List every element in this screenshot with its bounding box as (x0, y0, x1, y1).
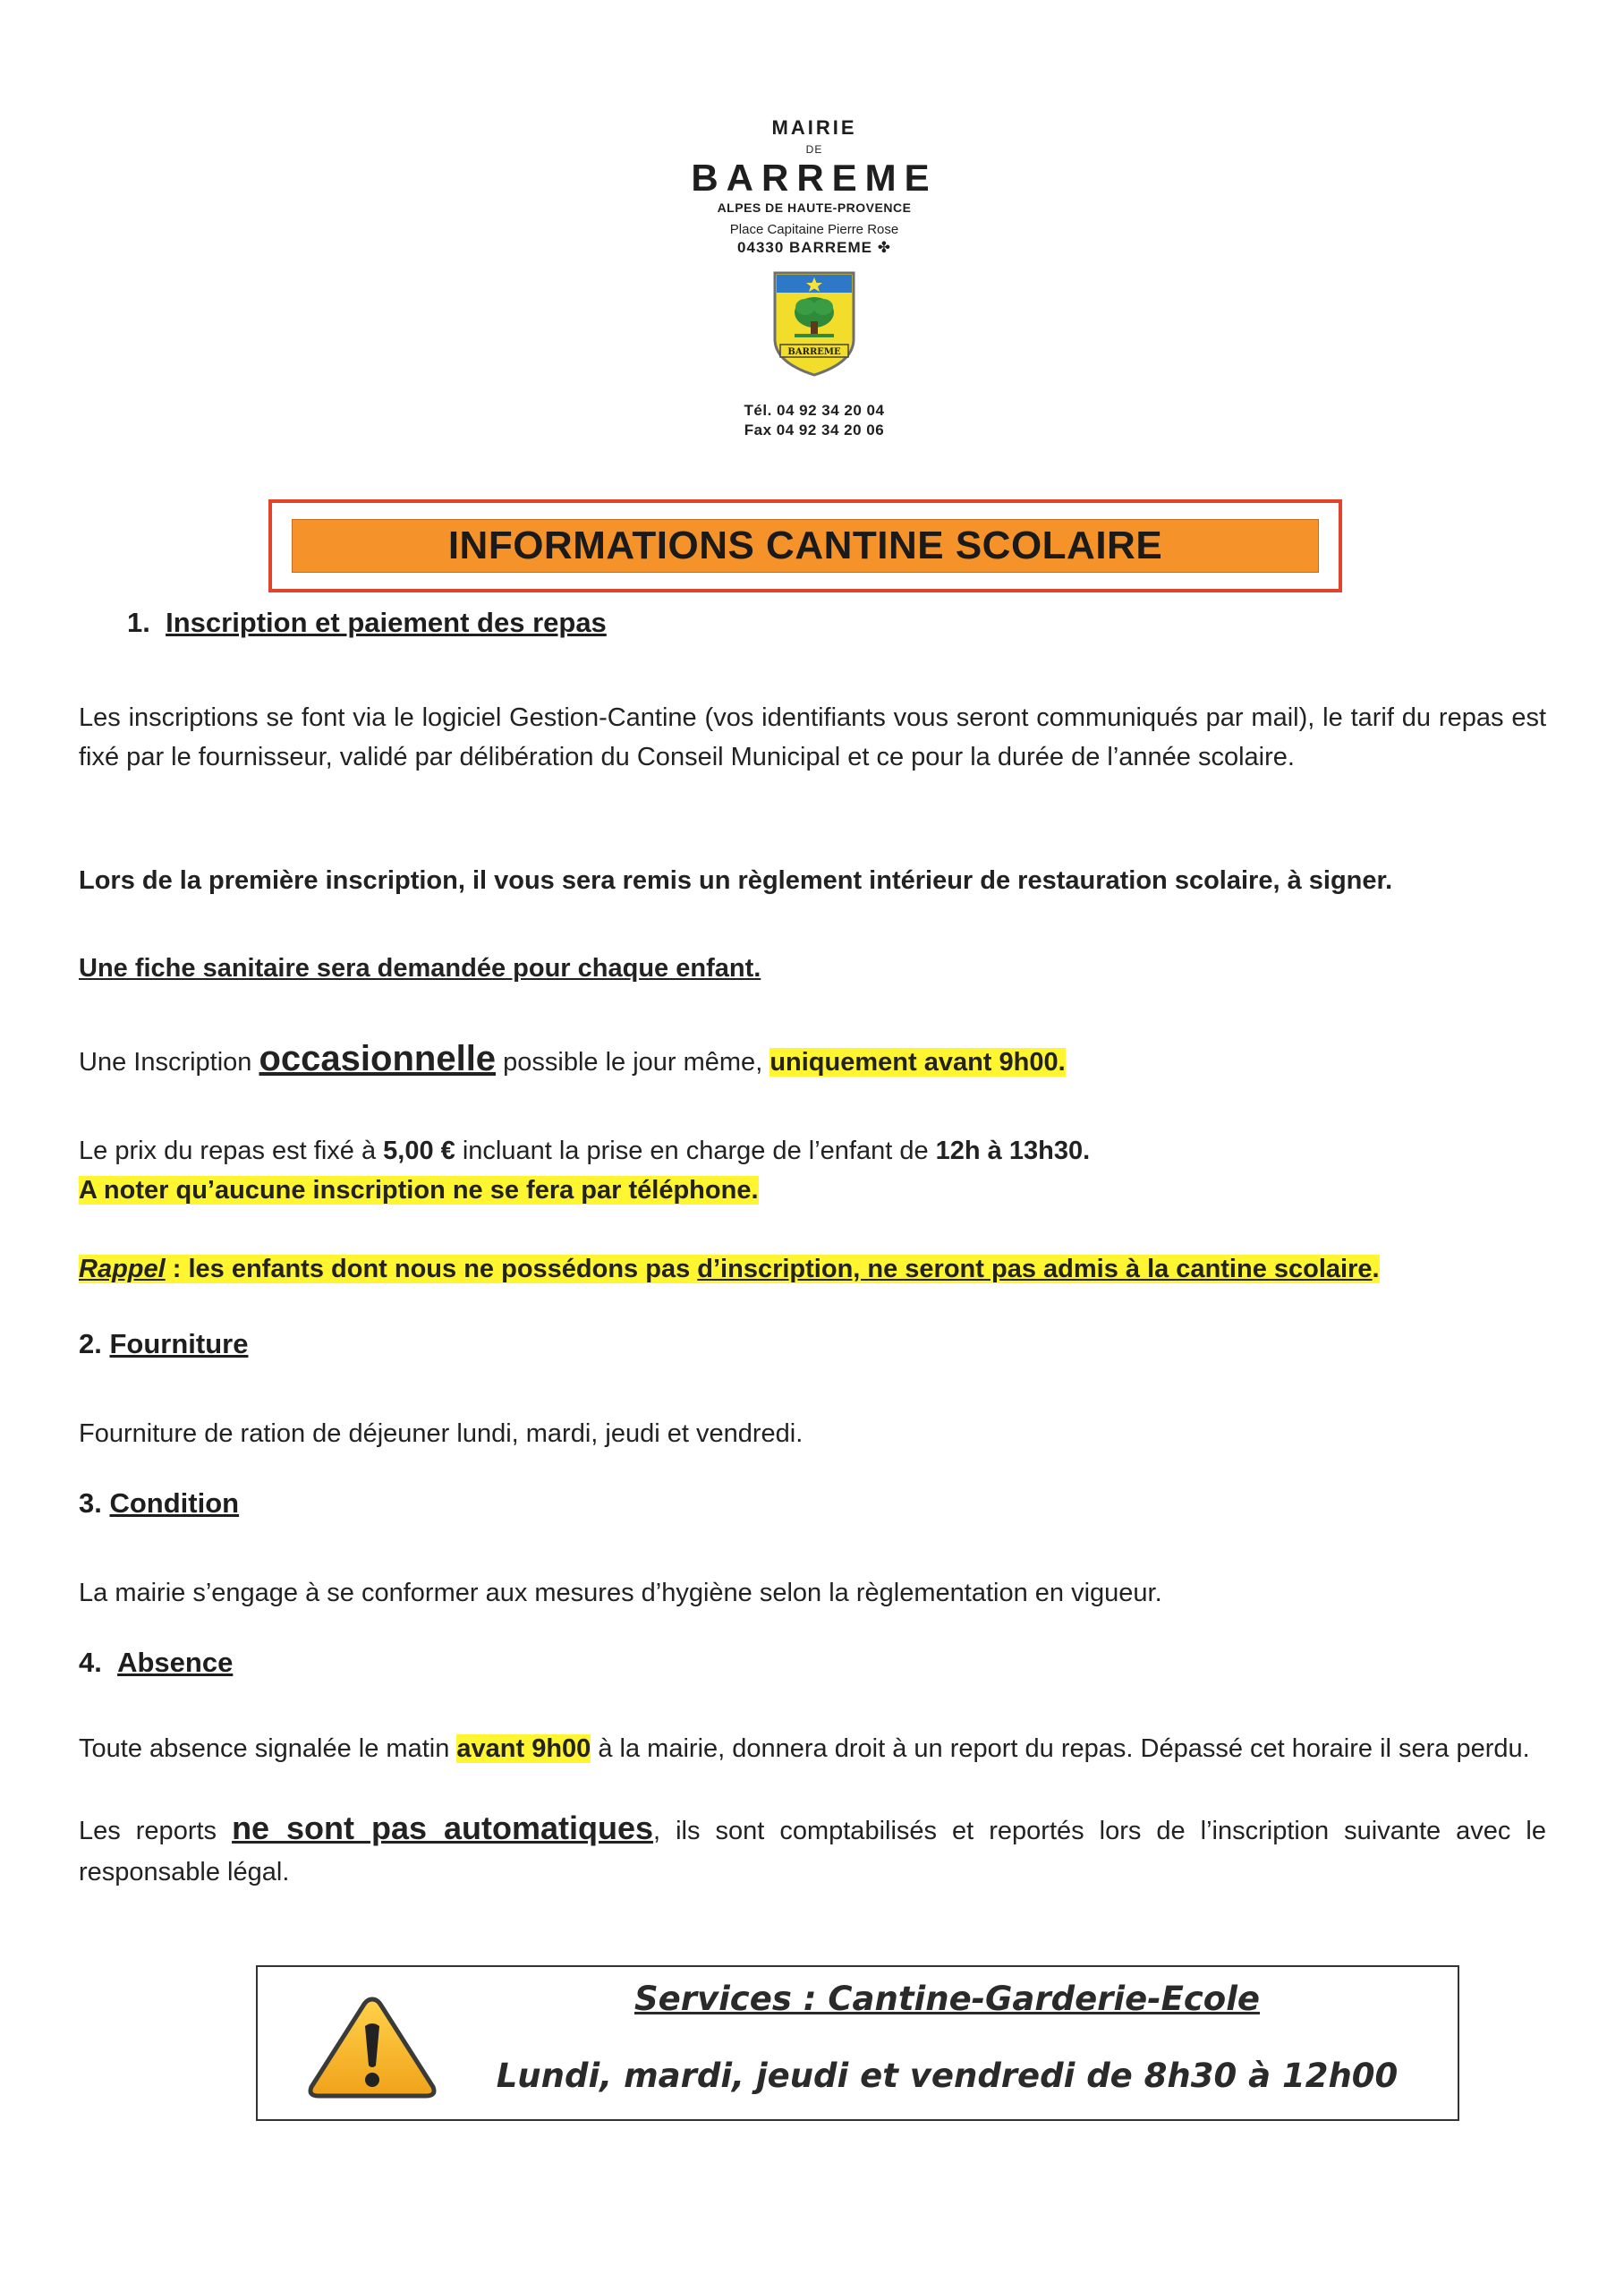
letterhead-city: 04330 BARREME ✤ (737, 239, 891, 256)
section-3-number: 3. (79, 1487, 102, 1519)
section-1-number: 1. (127, 607, 150, 638)
absence-text-a: Toute absence signalée le matin (79, 1734, 457, 1763)
services-hours: Lundi, mardi, jeudi et vendredi de 8h30 à 12h00 (496, 2057, 1399, 2095)
section-1-reminder (79, 1249, 1564, 1289)
reminder-text-c: d’inscription, ne seront pas admis à la cantine scolaire (697, 1255, 1373, 1283)
reports-text-c: , ils sont comptabilisés et reportés lors de l’inscription suivante avec le responsable légal. (79, 1817, 1547, 1886)
section-1-paragraph-4 (79, 1036, 1546, 1085)
reminder-label: Rappel (79, 1255, 166, 1283)
absence-text-c: à la mairie, donnera droit à un report du repas. Dépassé cet horaire il sera perdu. (591, 1734, 1530, 1763)
letterhead-de: DE (805, 143, 823, 156)
occasional-keyword: occasionnelle (259, 1039, 497, 1078)
warning-icon (306, 1994, 438, 2101)
meal-price: 5,00 € (383, 1137, 455, 1165)
reports-keyword: ne sont pas automatiques (232, 1810, 654, 1846)
price-text-c: incluant la prise en charge de l’enfant de (455, 1137, 936, 1165)
reminder-text-b: : les enfants dont nous ne possédons pas (165, 1255, 698, 1283)
letterhead (573, 116, 1056, 439)
title-banner (268, 499, 1342, 592)
occasional-deadline: uniquement avant 9h00. (769, 1048, 1066, 1077)
section-1-paragraph-3: Une fiche sanitaire sera demandée pour chaque enfant. (79, 954, 761, 983)
section-2-number: 2. (79, 1328, 102, 1359)
care-hours: 12h à 13h30. (935, 1137, 1091, 1165)
document-title: INFORMATIONS CANTINE SCOLAIRE (447, 524, 1163, 567)
services-box (256, 1965, 1459, 2121)
absence-deadline: avant 9h00 (456, 1734, 591, 1763)
reminder-text-d: . (1372, 1255, 1380, 1283)
section-3-paragraph: La mairie s’engage à se conformer aux mesures d’hygiène selon la règlementation en vigueur. (79, 1579, 1162, 1607)
letterhead-fax: Fax 04 92 34 20 06 (744, 422, 885, 439)
section-4-number: 4. (79, 1647, 102, 1678)
letterhead-phone: Tél. 04 92 34 20 04 (744, 402, 885, 419)
occasional-text-c: possible le jour même, (496, 1048, 770, 1077)
section-2-title: Fourniture (109, 1328, 249, 1359)
section-1-title: Inscription et paiement des repas (166, 607, 607, 638)
occasional-text-a: Une Inscription (79, 1048, 259, 1077)
section-1-heading (127, 607, 607, 639)
section-2-heading (79, 1328, 248, 1360)
coat-of-arms-icon (771, 269, 857, 379)
coat-of-arms-label: BARREME (787, 347, 841, 357)
title-bar (292, 519, 1319, 573)
section-4-paragraph-1 (79, 1729, 1546, 1768)
letterhead-mairie: MAIRIE (771, 116, 857, 139)
section-1-paragraph-2: Lors de la première inscription, il vous sera remis un règlement intérieur de restauration scolaire, à signer. (79, 866, 1393, 895)
section-1-paragraph-6 (79, 1171, 1546, 1210)
section-2-paragraph: Fourniture de ration de déjeuner lundi, mardi, jeudi et vendredi. (79, 1419, 803, 1448)
section-3-heading (79, 1487, 239, 1520)
section-3-title: Condition (109, 1487, 240, 1519)
letterhead-commune: BARREME (691, 157, 938, 199)
section-4-title: Absence (117, 1647, 234, 1678)
reports-text-a: Les reports (79, 1817, 233, 1845)
no-phone-notice: A noter qu’aucune inscription ne se fera par téléphone. (79, 1176, 759, 1205)
section-4-heading (79, 1647, 233, 1679)
section-1-paragraph-1: Les inscriptions se font via le logiciel Gestion-Cantine (vos identifiants vous seront communiqués par mail), le tarif du repas est fixé par le fournisseur, validé par délibération du Conseil Municipal et ce pour la durée de l’année scolaire. (79, 703, 1546, 771)
section-4-paragraph-2 (79, 1808, 1546, 1893)
letterhead-region: ALPES DE HAUTE-PROVENCE (717, 200, 912, 215)
letterhead-address: Place Capitaine Pierre Rose (729, 222, 899, 237)
price-text-a: Le prix du repas est fixé à (79, 1137, 384, 1165)
section-1-paragraph-5 (79, 1131, 1546, 1171)
services-title: Services : Cantine-Garderie-Ecole (634, 1980, 1260, 2018)
